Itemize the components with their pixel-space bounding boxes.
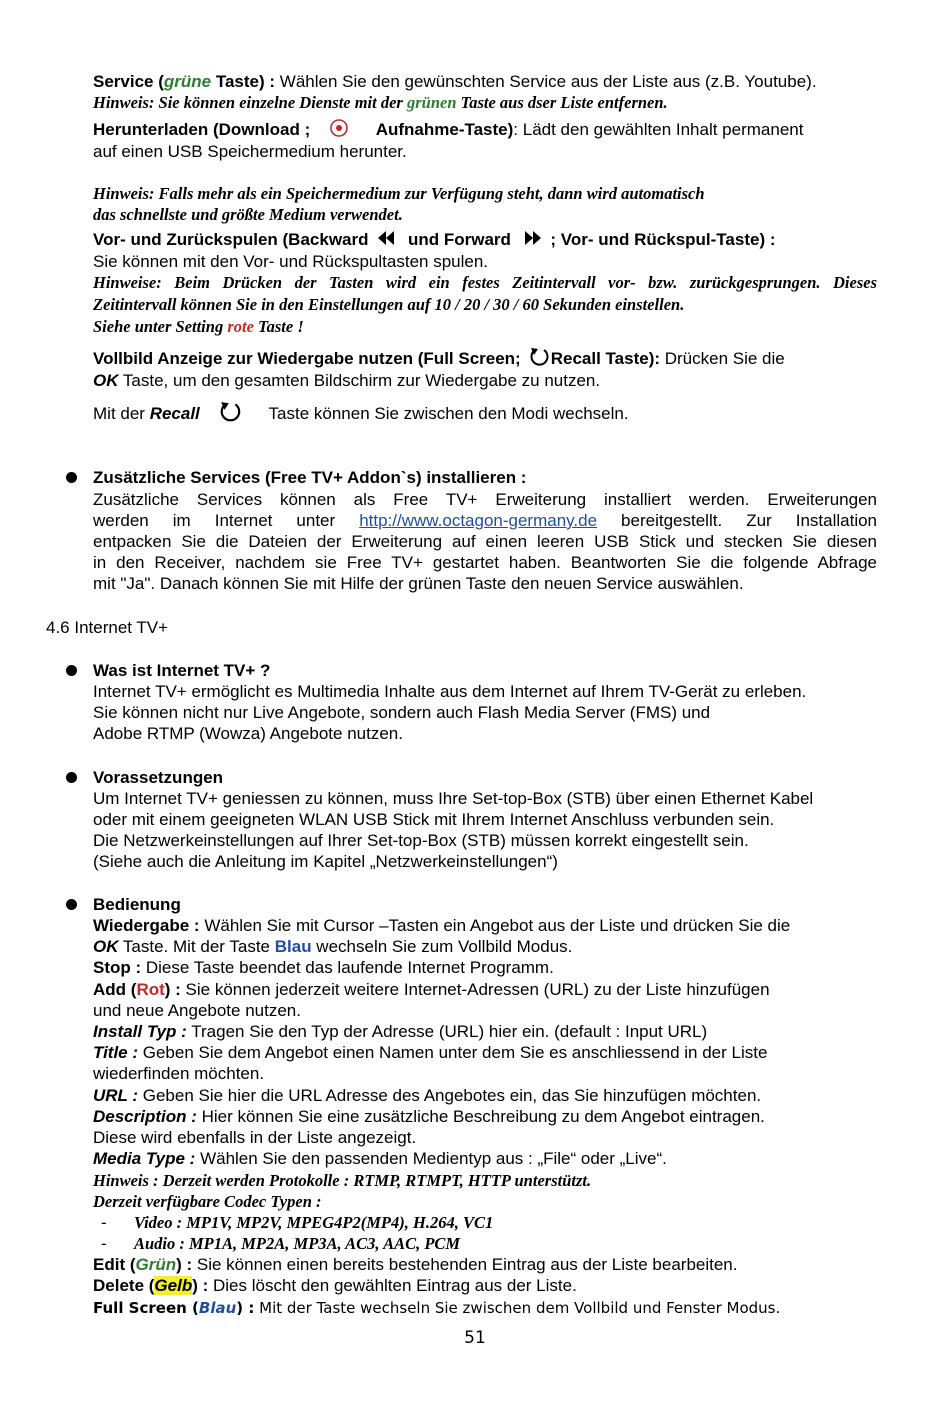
req-title: Vorassetzungen (93, 768, 224, 787)
fast-forward-icon (524, 230, 542, 251)
octagon-link[interactable]: http://www.octagon-germany.de (359, 511, 598, 530)
service-hint: Hinweis: Sie können einzelne Dienste mit der grünen Taste aus dser Liste entfernen. (93, 93, 668, 112)
bullet-icon (66, 665, 77, 676)
desc-line1: Description : Hier können Sie eine zusätzliche Beschreibung zu dem Angebot eintragen. (93, 1107, 765, 1126)
storage-hint-line1: Hinweis: Falls mehr als ein Speichermedium zur Verfügung steht, dann wird automatisch (93, 184, 705, 203)
codec-video: Video : MP1V, MP2V, MPEG4P2(MP4), H.264, VC1 (134, 1213, 494, 1232)
ops-title: Bedienung (93, 895, 181, 914)
addons-line5: mit "Ja". Danach können Sie mit Hilfe der grünen Taste den neuen Service auswählen. (93, 574, 744, 593)
bullet-icon (66, 772, 77, 783)
list-dash: - (101, 1234, 107, 1253)
addons-title: Zusätzliche Services (Free TV+ Addon`s) installieren : (93, 468, 527, 487)
storage-hint-line2: das schnellste und größte Medium verwendet. (93, 205, 403, 224)
play-line2: OK Taste. Mit der Taste Blau wechseln Sie zum Vollbild Modus. (93, 937, 573, 956)
spool-line2: Sie können mit den Vor- und Rückspultasten spulen. (93, 252, 489, 271)
add-line1: Add (Rot) : Sie können jederzeit weitere Internet-Adressen (URL) zu der Liste hinzufügen (93, 980, 770, 999)
addons-line2: werden im Internet unter http://www.octagon-germany.de bereitgestellt. Zur Installation (93, 511, 878, 530)
title-line1: Title : Geben Sie dem Angebot einen Namen unter dem Sie es anschliessend in der Liste (93, 1043, 768, 1062)
download-paragraph (93, 118, 803, 143)
recall-paragraph: Mit der Recall Taste können Sie zwischen den Modi wechseln. (93, 400, 629, 429)
desc-line2: Diese wird ebenfalls in der Liste angezeigt. (93, 1128, 417, 1147)
fullscreen-paragraph (93, 346, 785, 373)
fullscreen-text: Drücken Sie die (660, 348, 785, 368)
recall-key-label: Recall Taste): (550, 348, 661, 368)
download-line2: auf einen USB Speichermedium herunter. (93, 142, 407, 161)
fullscreen-mode-line: Full Screen (Blau) : Mit der Taste wechseln Sie zwischen dem Vollbild und Fenster Modus. (93, 1299, 781, 1317)
what-line3: Adobe RTMP (Wowza) Angebote nutzen. (93, 724, 403, 743)
req-line2: oder mit einem geeigneten WLAN USB Stick mit Ihrem Internet Anschluss verbunden sein. (93, 810, 775, 829)
proto-hint: Hinweis : Derzeit werden Protokolle : RTMP, RTMPT, HTTP unterstützt. (93, 1171, 592, 1190)
spool-hint-line2: Zeitintervall können Sie in den Einstellungen auf 10 / 20 / 30 / 60 Sekunden einstellen. (93, 295, 685, 314)
what-line1: Internet TV+ ermöglicht es Multimedia Inhalte aus dem Internet auf Ihrem TV-Gerät zu erleben. (93, 682, 807, 701)
addons-line4: in den Receiver, nachdem sie Free TV+ gestartet haben. Beantworten Sie die folgende Abfrage (93, 553, 877, 572)
media-line: Media Type : Wählen Sie den passenden Medientyp aus : „File“ oder „Live“. (93, 1149, 667, 1168)
forward-label: und Forward (407, 230, 511, 249)
recall-icon (529, 346, 551, 373)
req-line1: Um Internet TV+ geniessen zu können, muss Ihre Set-top-Box (STB) über einen Ethernet Kabel (93, 789, 814, 808)
service-text: Wählen Sie den gewünschten Service aus der Liste aus (z.B. Youtube). (275, 72, 817, 91)
download-label: Herunterladen (Download ; (93, 119, 311, 139)
what-title: Was ist Internet TV+ ? (93, 661, 271, 680)
fullscreen-line2: OK Taste, um den gesamten Bildschirm zur Wiedergabe zu nutzen. (93, 371, 601, 390)
title-line2: wiederfinden möchten. (93, 1064, 265, 1083)
spool-paragraph (93, 229, 776, 251)
service-paragraph (93, 71, 817, 92)
addons-line1: Zusätzliche Services können als Free TV+ Erweiterung installiert werden. Erweiterungen (93, 490, 877, 509)
download-text: : Lädt den gewählten Inhalt permanent (513, 119, 804, 139)
add-line2: und neue Angebote nutzen. (93, 1001, 301, 1020)
url-line: URL : Geben Sie hier die URL Adresse des Angebotes ein, das Sie hinzufügen möchten. (93, 1086, 762, 1105)
req-line3: Die Netzwerkeinstellungen auf Ihrer Set-top-Box (STB) müssen korrekt eingestellt sein. (93, 831, 749, 850)
req-line4: (Siehe auch die Anleitung im Kapitel „Netzwerkeinstellungen“) (93, 852, 558, 871)
service-label: Service (grüne Taste) : (93, 72, 276, 91)
spool-label: Vor- und Zurückspulen (Backward (93, 230, 369, 249)
rewind-icon (377, 230, 395, 251)
codec-audio: Audio : MP1A, MP2A, MP3A, AC3, AAC, PCM (134, 1234, 461, 1253)
recall-icon (219, 400, 243, 429)
what-line2: Sie können nicht nur Live Angebote, sondern auch Flash Media Server (FMS) und (93, 703, 711, 722)
record-key-label: Aufnahme-Taste) (375, 119, 514, 139)
addons-line3: entpacken Sie die Dateien der Erweiterung auf einen leeren USB Stick und stecken Sie diesen (93, 532, 877, 551)
stop-line: Stop : Diese Taste beendet das laufende Internet Programm. (93, 958, 554, 977)
bullet-icon (66, 472, 77, 483)
spool-hint-line1: Hinweise: Beim Drücken der Tasten wird ein festes Zeitintervall vor- bzw. zurückgesprungen. Dieses (93, 273, 877, 292)
install-line: Install Typ : Tragen Sie den Typ der Adresse (URL) hier ein. (default : Input URL) (93, 1022, 708, 1041)
bullet-icon (66, 899, 77, 910)
codec-hint: Derzeit verfügbare Codec Typen : (93, 1192, 322, 1211)
delete-line: Delete (Gelb) : Dies löscht den gewählten Eintrag aus der Liste. (93, 1276, 577, 1295)
play-line1: Wiedergabe : Wählen Sie mit Cursor –Tasten ein Angebot aus der Liste und drücken Sie die (93, 916, 791, 935)
spool-hint-line3: Siehe unter Setting rote Taste ! (93, 317, 304, 336)
section-heading: 4.6 Internet TV+ (46, 618, 169, 637)
record-icon (329, 118, 349, 143)
list-dash: - (101, 1213, 107, 1232)
edit-line: Edit (Grün) : Sie können einen bereits bestehenden Eintrag aus der Liste bearbeiten. (93, 1255, 738, 1274)
spool-key-label: ; Vor- und Rückspul-Taste) : (550, 230, 776, 249)
page-number: 51 (464, 1328, 486, 1348)
fullscreen-label: Vollbild Anzeige zur Wiedergabe nutzen (Full Screen; (93, 348, 521, 368)
